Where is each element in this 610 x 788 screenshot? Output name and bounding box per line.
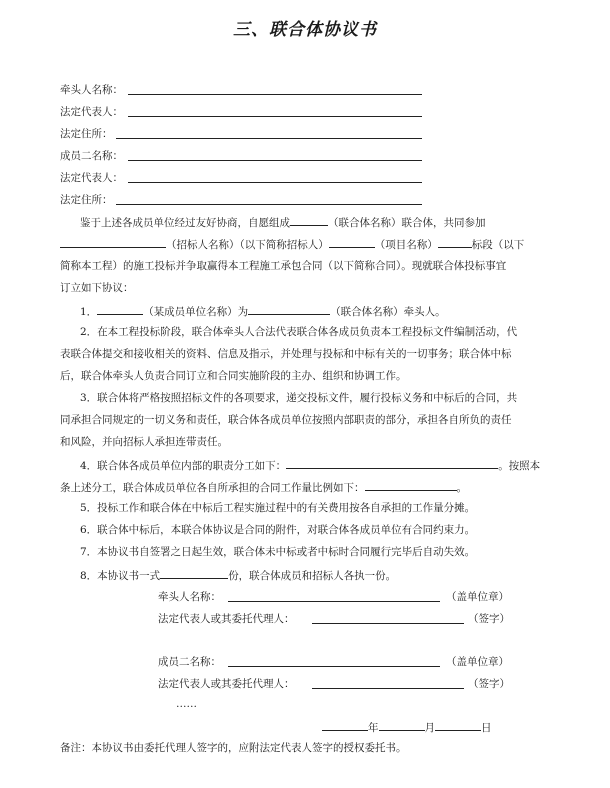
intro-line-2: （招标人名称）（以下简称招标人） （项目名称） 标段（以下 — [60, 238, 524, 251]
consortium-name-blank[interactable] — [290, 216, 328, 226]
project-name-blank[interactable] — [329, 238, 375, 248]
lead-rep-field[interactable] — [128, 116, 422, 117]
clause-8: 8．本协议书一式 份，联合体成员和招标人各执一份。 — [80, 570, 397, 582]
sig-member2-name-label: 成员二名称： — [158, 656, 221, 668]
clause-3-line-3: 和风险，并向招标人承担连带责任。 — [60, 436, 228, 448]
sig-member2-sign: （签字） — [468, 678, 510, 690]
member2-name-label: 成员二名称： — [60, 150, 123, 162]
date-line: 年 月 日 — [322, 721, 492, 734]
member2-rep-label: 法定代表人： — [60, 172, 123, 184]
year-blank[interactable] — [322, 721, 368, 731]
clause-4-line-1: 4．联合体各成员单位内部的职责分工如下： 。按照本 — [80, 460, 541, 472]
responsibility-division-blank[interactable] — [286, 459, 498, 469]
workload-ratio-blank[interactable] — [365, 481, 457, 491]
clause-3-line-2: 同承担合同规定的一切义务和责任，联合体各成员单位按照内部职责的部分，承担各自所负的责任 — [60, 414, 512, 426]
clause-4-line-2: 条上述分工，联合体成员单位各自所承担的合同工作量比例如下： 。 — [60, 482, 467, 494]
month-blank[interactable] — [379, 721, 425, 731]
footnote: 备注：本协议书由委托代理人签字的，应附法定代表人签字的授权委托书。 — [60, 742, 407, 754]
member2-name-field[interactable] — [128, 160, 422, 161]
sig-lead-seal: （盖单位章） — [446, 591, 509, 603]
section-blank[interactable] — [438, 238, 472, 248]
sig-member2-rep-label: 法定代表人或其委托代理人： — [158, 678, 295, 690]
copies-count-blank[interactable] — [160, 569, 228, 579]
sig-member2-name-field[interactable] — [228, 666, 440, 667]
lead-address-label: 法定住所： — [60, 128, 113, 140]
clause-3-line-1: 3．联合体将严格按照招标文件的各项要求，递交投标文件，履行投标义务和中标后的合同，共 — [80, 392, 518, 404]
member2-address-field[interactable] — [116, 204, 422, 205]
intro-line-3: 简称本工程）的施工投标并争取赢得本工程施工承包合同（以下简称合同）。现就联合体投标事宜 — [60, 260, 507, 272]
clause-5: 5．投标工作和联合体在中标后工程实施过程中的有关费用按各自承担的工作量分摊。 — [80, 502, 476, 514]
ellipsis: …… — [176, 698, 197, 710]
sig-member2-rep-field[interactable] — [312, 688, 464, 689]
consortium-name-blank-2[interactable] — [248, 305, 330, 315]
member2-address-label: 法定住所： — [60, 194, 113, 206]
clause-6: 6．联合体中标后，本联合体协议是合同的附件，对联合体各成员单位有合同约束力。 — [80, 524, 476, 536]
lead-address-field[interactable] — [116, 138, 422, 139]
sig-member2-seal: （盖单位章） — [446, 656, 509, 668]
clause-1: 1． （某成员单位名称）为 （联合体名称）牵头人。 — [80, 306, 446, 318]
sig-lead-name-label: 牵头人名称： — [158, 591, 221, 603]
sig-lead-name-field[interactable] — [228, 601, 440, 602]
sig-lead-sign: （签字） — [468, 613, 510, 625]
member-name-blank[interactable] — [97, 305, 143, 315]
lead-name-field[interactable] — [128, 94, 422, 95]
intro-line-1: 鉴于上述各成员单位经过友好协商，自愿组成 （联合体名称）联合体，共同参加 — [80, 217, 486, 229]
sig-lead-rep-label: 法定代表人或其委托代理人： — [158, 613, 295, 625]
day-blank[interactable] — [435, 721, 481, 731]
clause-7: 7．本协议书自签署之日起生效，联合体未中标或者中标时合同履行完毕后自动失效。 — [80, 546, 476, 558]
clause-2-line-3: 后，联合体牵头人负责合同订立和合同实施阶段的主办、组织和协调工作。 — [60, 370, 407, 382]
clause-2-line-1: 2．在本工程投标阶段，联合体牵头人合法代表联合体各成员负责本工程投标文件编制活动，代 — [80, 326, 518, 338]
tenderer-name-blank[interactable] — [60, 238, 166, 248]
page-title: 三、联合体协议书 — [233, 20, 377, 40]
member2-rep-field[interactable] — [128, 182, 422, 183]
sig-lead-rep-field[interactable] — [312, 623, 464, 624]
lead-rep-label: 法定代表人： — [60, 106, 123, 118]
clause-2-line-2: 表联合体提交和接收相关的资料、信息及指示，并处理与投标和中标有关的一切事务；联合体中标 — [60, 348, 512, 360]
lead-name-label: 牵头人名称： — [60, 84, 123, 96]
intro-line-4: 订立如下协议： — [60, 282, 134, 294]
